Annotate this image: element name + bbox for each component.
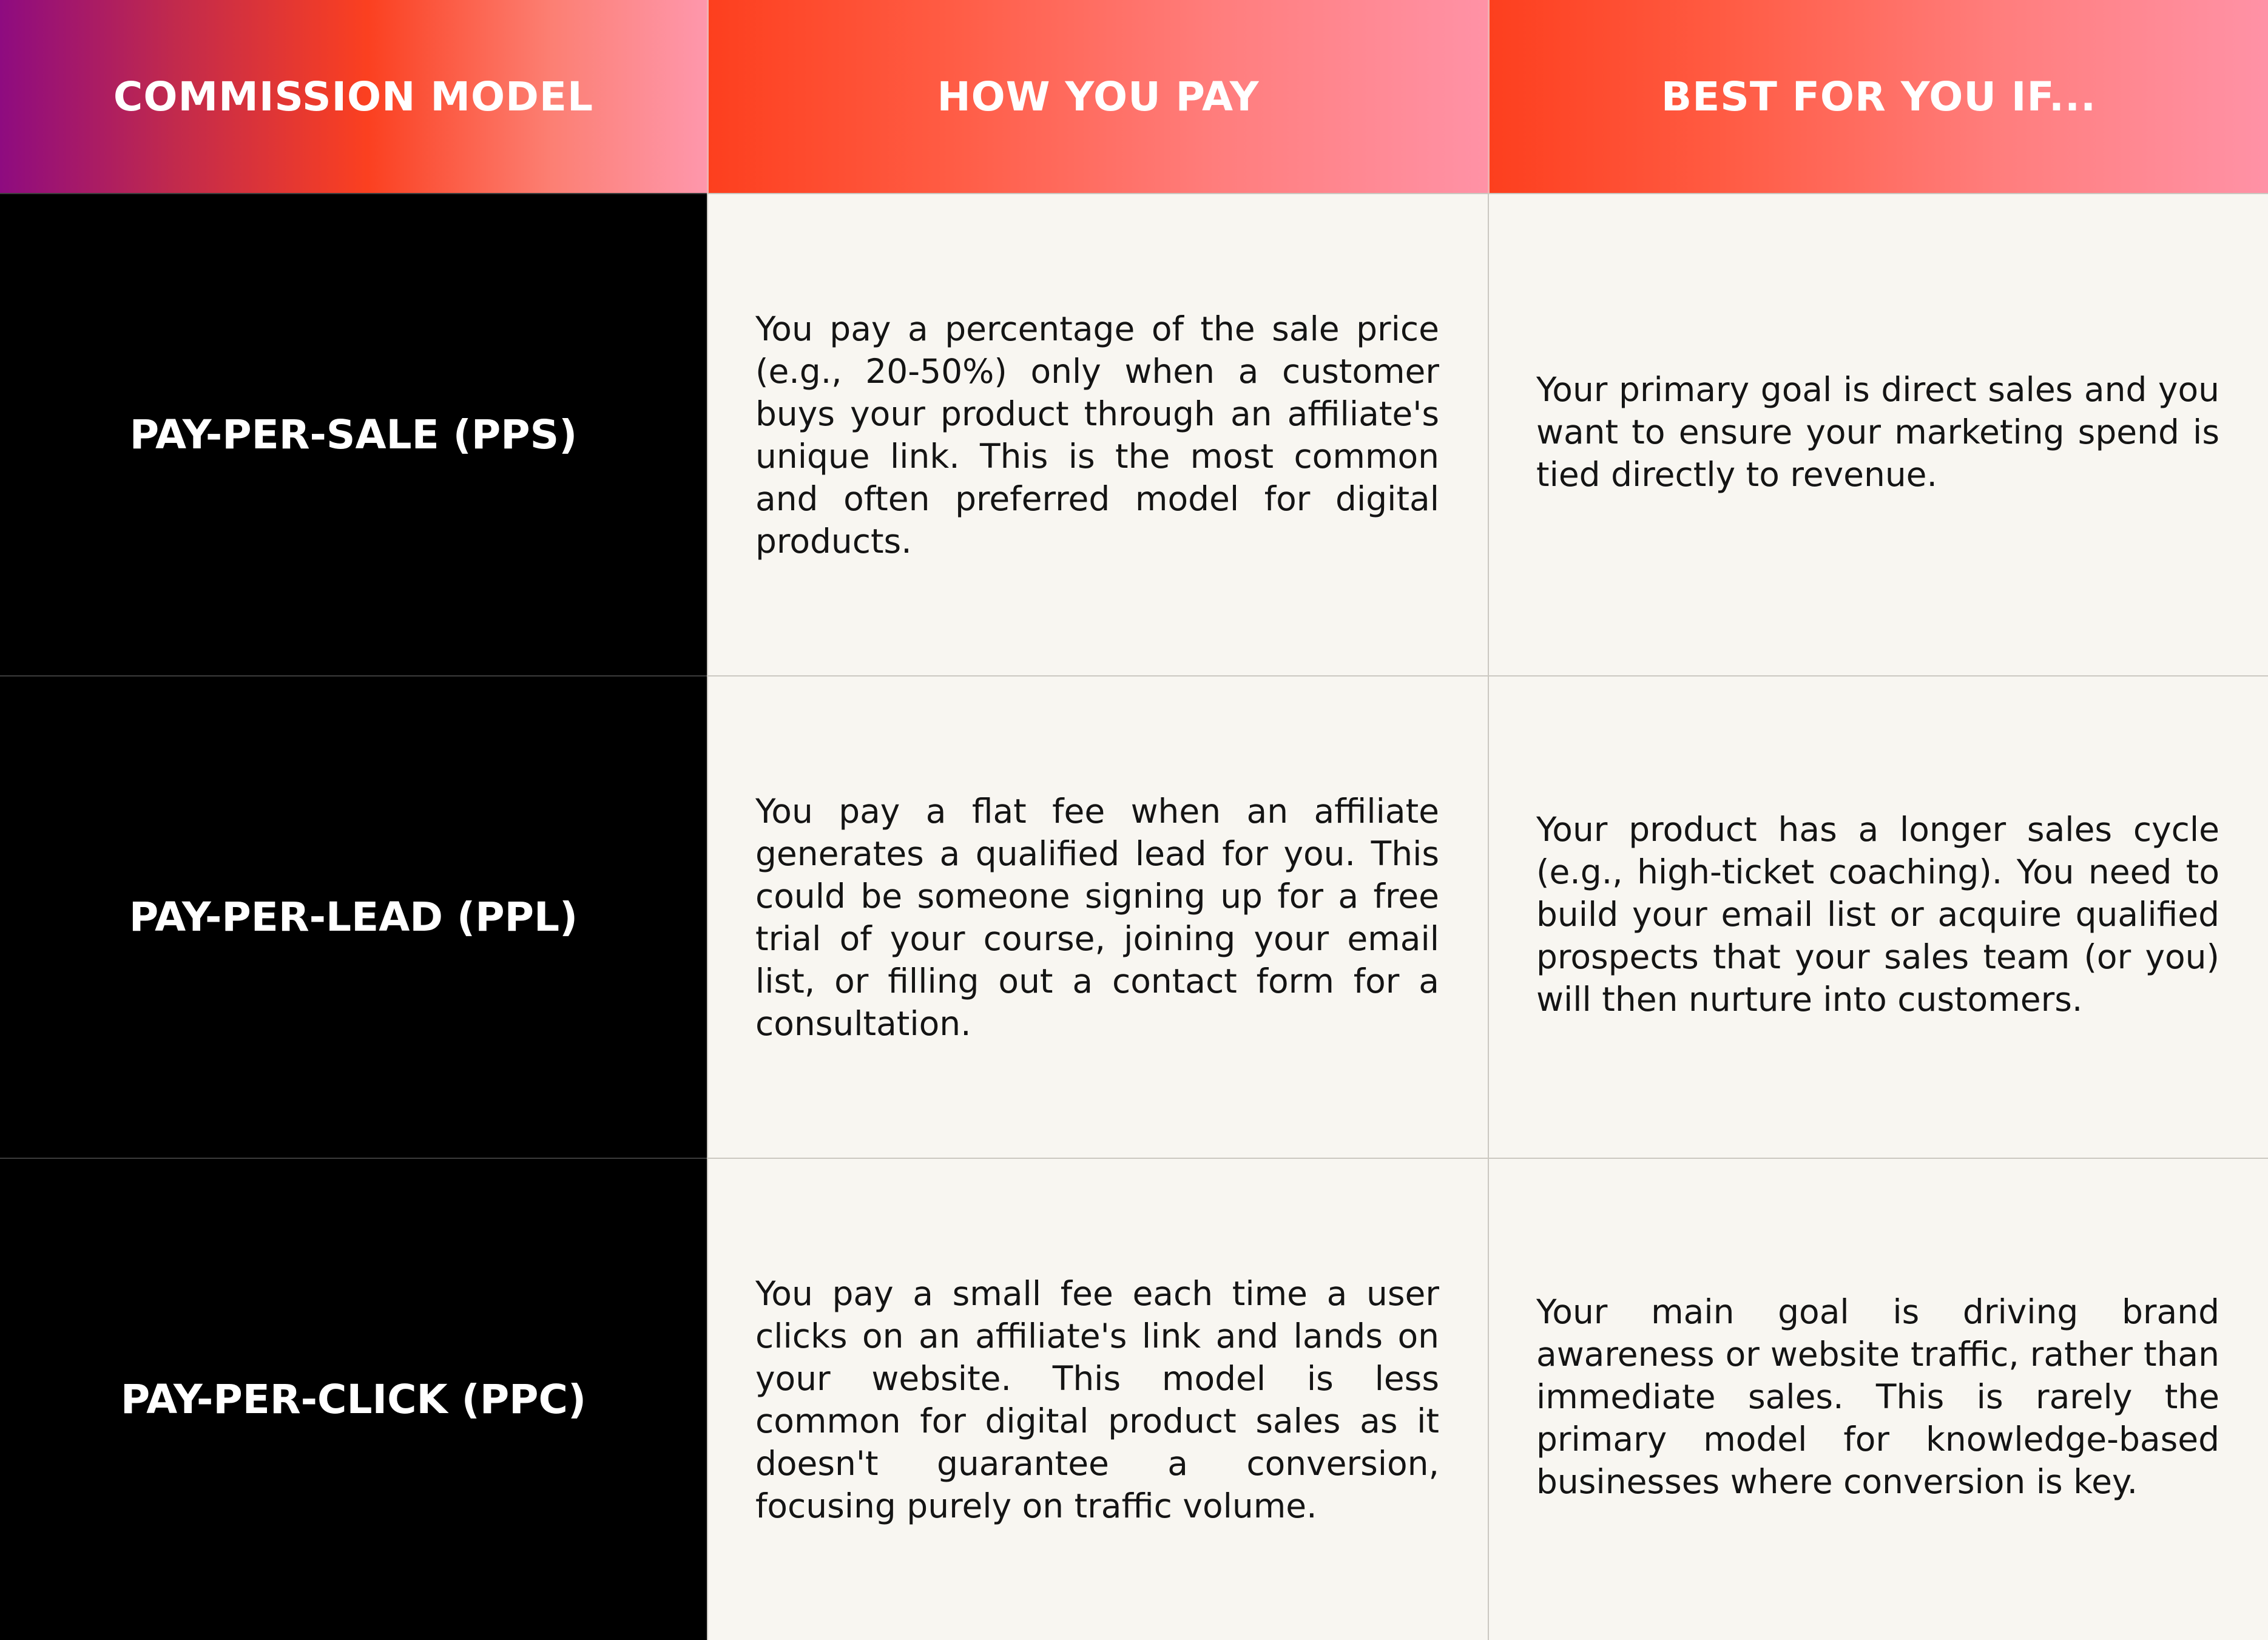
header-how-you-pay: HOW YOU PAY bbox=[707, 0, 1488, 193]
header-commission-model: COMMISSION MODEL bbox=[0, 0, 707, 193]
best-for-text: Your main goal is driving brand awareness or website traffic, rather than immediate sales. This is rarely the primary model for knowledge-based businesses where conversion is key. bbox=[1536, 1292, 2219, 1501]
model-pay-per-lead: PAY-PER-LEAD (PPL) bbox=[0, 675, 707, 1158]
best-for-cell-pps bbox=[1488, 193, 2268, 675]
best-for-text: Your primary goal is direct sales and you want to ensure your marketing spend is tied directly to revenue. bbox=[1536, 370, 2219, 494]
model-pay-per-click: PAY-PER-CLICK (PPC) bbox=[0, 1158, 707, 1640]
model-pay-per-sale: PAY-PER-SALE (PPS) bbox=[0, 193, 707, 675]
how-you-pay-cell-ppl bbox=[707, 675, 1488, 1158]
how-you-pay-cell-ppc bbox=[707, 1158, 1488, 1640]
best-for-cell-ppl bbox=[1488, 675, 2268, 1158]
best-for-text: Your product has a longer sales cycle (e.g., high-ticket coaching). You need to build your email list or acquire qualified prospects that your sales team (or you) will then nurture into customers. bbox=[1536, 809, 2219, 1019]
best-for-cell-ppc bbox=[1488, 1158, 2268, 1640]
how-you-pay-text: You pay a flat fee when an affiliate generates a qualified lead for you. This could be someone signing up for a free trial of your course, joining your email list, or filling out a contact form for a consultation. bbox=[755, 791, 1439, 1043]
header-best-for-you-if: BEST FOR YOU IF... bbox=[1488, 0, 2268, 193]
how-you-pay-text: You pay a percentage of the sale price (e.g., 20-50%) only when a customer buys your product through an affiliate's unique link. This is the most common and often preferred model for digital products. bbox=[755, 309, 1439, 561]
how-you-pay-cell-pps bbox=[707, 193, 1488, 675]
how-you-pay-text: You pay a small fee each time a user clicks on an affiliate's link and lands on your website. This model is less common for digital product sales as it doesn't guarantee a conversion, focusing purely on traffic volume. bbox=[755, 1274, 1439, 1525]
